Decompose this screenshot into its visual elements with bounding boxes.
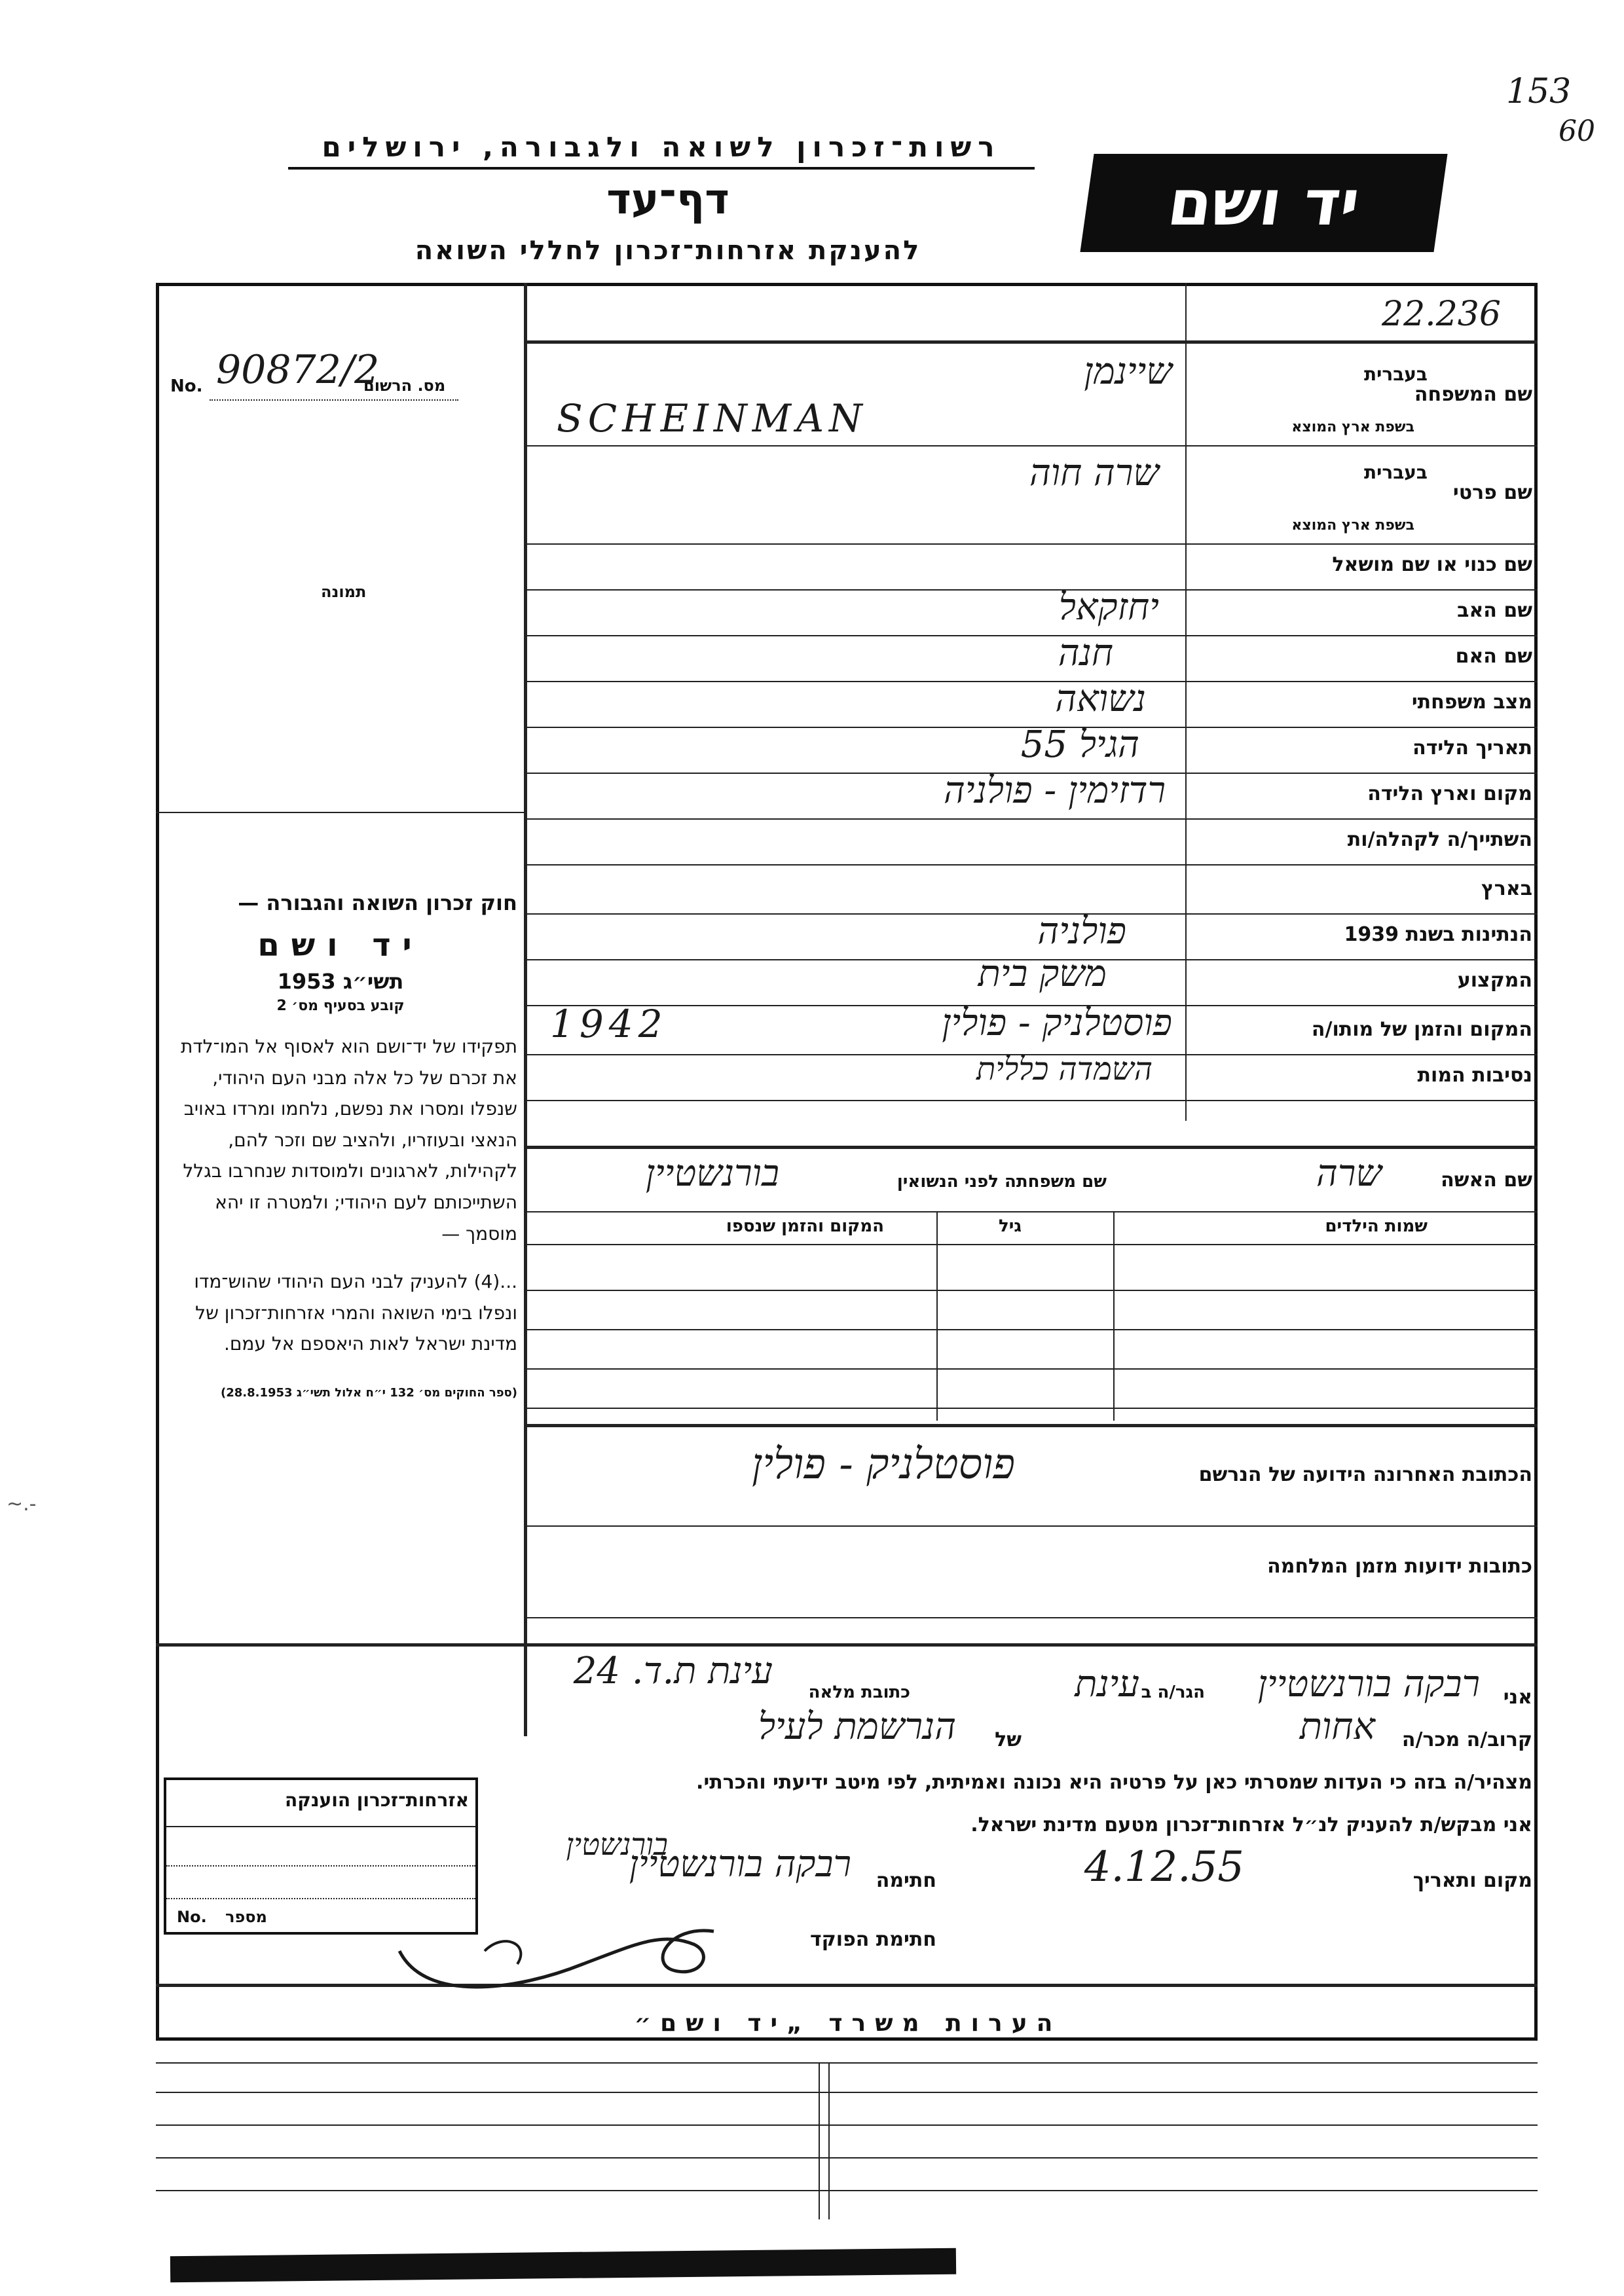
father-label: שם האב bbox=[1457, 599, 1532, 622]
wife-value: שרה bbox=[1316, 1152, 1382, 1195]
office-notes-divider bbox=[819, 2062, 820, 2219]
citizenship-box-dotted bbox=[166, 1898, 475, 1899]
top-row-line bbox=[524, 340, 1538, 344]
law-paragraph-2: ...(4) להעניק לבני העם היהודי שהוש־מדו ונפלו בימי השואה והמרי אזרחות־זכרון של מדינת ישראל לאות היאספם אל עמם. bbox=[194, 1271, 517, 1355]
maiden-name-label: שם משפחתה לפני הנשואין bbox=[896, 1172, 1107, 1192]
row-line bbox=[524, 589, 1538, 591]
row-line bbox=[524, 681, 1538, 682]
row-line bbox=[524, 818, 1538, 820]
address-line bbox=[524, 1617, 1538, 1618]
resident-label: הגר/ה ב bbox=[1141, 1683, 1205, 1702]
declarant-section-top bbox=[156, 1643, 1538, 1647]
law-reference: קובע בסעיף מס׳ 2 bbox=[276, 998, 405, 1014]
birth-date-label: תאריך הלידה bbox=[1412, 737, 1532, 759]
country-label: בארץ bbox=[1481, 877, 1532, 900]
citizenship-no-label: No. bbox=[177, 1908, 207, 1926]
first-origin-lang-label: בשפת ארץ המוצא bbox=[1291, 517, 1414, 534]
first-name-hebrew: שרה חוה bbox=[1029, 452, 1159, 494]
row-line bbox=[524, 913, 1538, 915]
nationality-label: הנתינות בשנת 1939 bbox=[1344, 923, 1532, 946]
relation-label: קרוב/ה מכר/ה bbox=[1401, 1728, 1532, 1751]
mother-value: חנה bbox=[1058, 632, 1113, 674]
form-subtitle: להענקת אזרחות־זכרון לחללי השואה bbox=[415, 236, 921, 266]
declarant-signature-2: בורנשטין bbox=[566, 1827, 668, 1862]
death-cause-label: נסיבות המות bbox=[1417, 1064, 1532, 1087]
full-address-label: כתובת מלאה bbox=[808, 1683, 910, 1702]
first-hebrew-label: בעברית bbox=[1363, 462, 1428, 483]
registration-no-label: No. bbox=[170, 376, 203, 396]
citizenship-box-dotted bbox=[166, 1865, 475, 1867]
family-name-label: שם המשפחה bbox=[1414, 383, 1532, 406]
last-address-value: פוסטלניק - פולין bbox=[752, 1440, 1015, 1489]
first-name-label: שם פרטי bbox=[1452, 481, 1532, 504]
address-line bbox=[524, 1525, 1538, 1527]
declarant-i-label: אני bbox=[1503, 1686, 1532, 1709]
officer-signature-label: חתימת הפוקד bbox=[810, 1928, 936, 1951]
family-name-hebrew: שיינמן bbox=[1084, 350, 1172, 393]
community-label: השתייך/ה לקהלה/ות bbox=[1347, 828, 1532, 851]
children-row-line bbox=[524, 1368, 1538, 1370]
birth-place-value: רדזימין - פולניה bbox=[944, 769, 1166, 812]
children-names-header: שמות הילדים bbox=[1325, 1216, 1428, 1236]
photo-label: תמונה bbox=[321, 583, 367, 601]
children-header-top bbox=[524, 1211, 1538, 1212]
office-notes-line bbox=[156, 2092, 1538, 2093]
file-reference: 22.236 bbox=[1382, 295, 1501, 334]
scan-edge-bar bbox=[170, 2248, 956, 2283]
death-cause-value: השמדה כללית bbox=[976, 1051, 1153, 1087]
children-age-header: גיל bbox=[998, 1216, 1022, 1236]
place-date-value: 4.12.55 bbox=[1084, 1843, 1244, 1891]
resident-city: עינת bbox=[1075, 1663, 1139, 1705]
law-title: חוק זכרון השואה והגבורה — bbox=[238, 890, 517, 915]
death-place-value: פוסטלניק - פולין bbox=[942, 1002, 1172, 1044]
office-notes-title: הערות משרד „יד ושם״ bbox=[634, 2010, 1062, 2037]
office-notes-line bbox=[156, 2157, 1538, 2159]
office-notes-divider bbox=[828, 2062, 830, 2219]
row-line bbox=[524, 1100, 1538, 1101]
registration-number: 90872/2 bbox=[216, 347, 380, 393]
of-value: הנרשמת לעיל bbox=[758, 1705, 956, 1748]
office-notes-line bbox=[156, 2190, 1538, 2191]
office-notes-line bbox=[156, 2124, 1538, 2126]
death-year: 1942 bbox=[550, 1002, 668, 1046]
corner-number-2: 60 bbox=[1559, 115, 1595, 148]
law-source: (ספר החוקים מס׳ 132 י״ח אלול תשי״ג 28.8.1953) bbox=[221, 1385, 517, 1400]
left-column-divider bbox=[524, 283, 527, 1736]
birth-date-value: הגיל 55 bbox=[1020, 723, 1139, 766]
registration-dotted-line bbox=[210, 399, 458, 401]
declaration-text: מצהיר/ה בזה כי העדות שמסרתי כאן על פרטיה היא נכונה ואמיתית, לפי מיטב ידיעתי והכרתי. bbox=[696, 1771, 1532, 1794]
declarant-signature: רבקה בורנשטיין bbox=[629, 1843, 851, 1886]
children-row-line bbox=[524, 1290, 1538, 1291]
death-place-label: המקום והזמן של מותו/ה bbox=[1311, 1018, 1532, 1041]
law-excerpt bbox=[164, 890, 517, 1400]
address-section-top bbox=[524, 1424, 1538, 1427]
nationality-value: פולניה bbox=[1037, 910, 1126, 953]
form-title: דף־עד bbox=[606, 175, 729, 224]
wife-row-top bbox=[524, 1146, 1538, 1149]
mother-label: שם האם bbox=[1455, 645, 1532, 668]
profession-value: משק בית bbox=[978, 953, 1107, 995]
children-place-header: המקום והזמן שנספו bbox=[726, 1216, 884, 1236]
row-line bbox=[524, 543, 1538, 545]
relation-value: אחות bbox=[1299, 1705, 1375, 1748]
law-year: תשי״ג 1953 bbox=[277, 969, 404, 994]
corner-number: 153 bbox=[1506, 72, 1572, 111]
label-column-divider bbox=[1185, 283, 1187, 1121]
maiden-name-value: בורנשטיין bbox=[645, 1152, 779, 1195]
place-date-label: מקום ותאריך bbox=[1412, 1869, 1532, 1892]
office-notes-top bbox=[156, 1984, 1538, 1987]
marital-label: מצב משפחתי bbox=[1411, 691, 1532, 714]
signature-label: חתימה bbox=[876, 1869, 936, 1892]
row-line bbox=[524, 864, 1538, 866]
registration-label: מס. הרשום bbox=[363, 376, 446, 395]
nickname-label: שם כנוי או שם מושאל bbox=[1332, 553, 1532, 576]
request-text: אני מבקש/ת להעניק לנ״ל אזרחות־זכרון מטעם מדינת ישראל. bbox=[970, 1813, 1532, 1836]
children-row-line bbox=[524, 1329, 1538, 1330]
citizenship-granted-box bbox=[164, 1777, 478, 1935]
citizenship-box-title: אזרחות־זכרון הוענקה bbox=[285, 1789, 469, 1811]
wartime-address-label: כתובות ידועות מזמן המלחמה bbox=[1267, 1555, 1532, 1578]
margin-mark: ~.- bbox=[7, 1493, 37, 1516]
father-value: יחזקאל bbox=[1058, 586, 1159, 629]
birth-place-label: מקום וארץ הלידה bbox=[1367, 782, 1532, 805]
family-hebrew-label: בעברית bbox=[1363, 363, 1428, 385]
marital-value: נשואה bbox=[1055, 678, 1146, 720]
family-name-latin: SCHEINMAN bbox=[557, 396, 868, 441]
of-label: של bbox=[995, 1728, 1022, 1751]
family-origin-lang-label: בשפת ארץ המוצא bbox=[1291, 419, 1414, 435]
yad-vashem-logo: יד ושם bbox=[1080, 154, 1447, 252]
children-col-divider bbox=[936, 1211, 938, 1421]
declarant-name: רבקה בורנשטיין bbox=[1257, 1663, 1480, 1705]
last-address-label: הכתובת האחרונה הידועה של הנרשם bbox=[1198, 1463, 1532, 1486]
organization-name: רשות־זכרון לשואה ולגבורה, ירושלים bbox=[288, 131, 1035, 170]
law-name: יד ושם bbox=[257, 927, 424, 964]
children-col-divider bbox=[1113, 1211, 1115, 1421]
law-paragraph-1: תפקידו של יד־ושם הוא לאסוף אל המו־לדת את זכרם של כל אלה מבני העם היהודי, שנפלו ומסרו את נפשם, נלחמו ומרדו באויב הנאצי ובעוזריו, ולהציב שם וזכר להם, לקהילות, לארגונים ולמוסדות שנחרבו בגלל השתייכותם לעם היהודי; ולמטרה זו יהא מוסמך — bbox=[180, 1036, 517, 1245]
row-line bbox=[524, 445, 1538, 446]
office-notes-line bbox=[156, 2062, 1538, 2064]
row-line bbox=[524, 635, 1538, 636]
full-address-value: עינת ת.ד. 24 bbox=[573, 1650, 773, 1692]
citizenship-box-rule bbox=[166, 1826, 475, 1827]
children-header-bottom bbox=[524, 1244, 1538, 1245]
photo-box-bottom bbox=[156, 812, 524, 813]
children-row-line bbox=[524, 1408, 1538, 1409]
wife-label: שם האשה bbox=[1441, 1169, 1532, 1192]
profession-label: המקצוע bbox=[1457, 969, 1532, 992]
citizenship-number-label: מספר bbox=[225, 1908, 267, 1926]
